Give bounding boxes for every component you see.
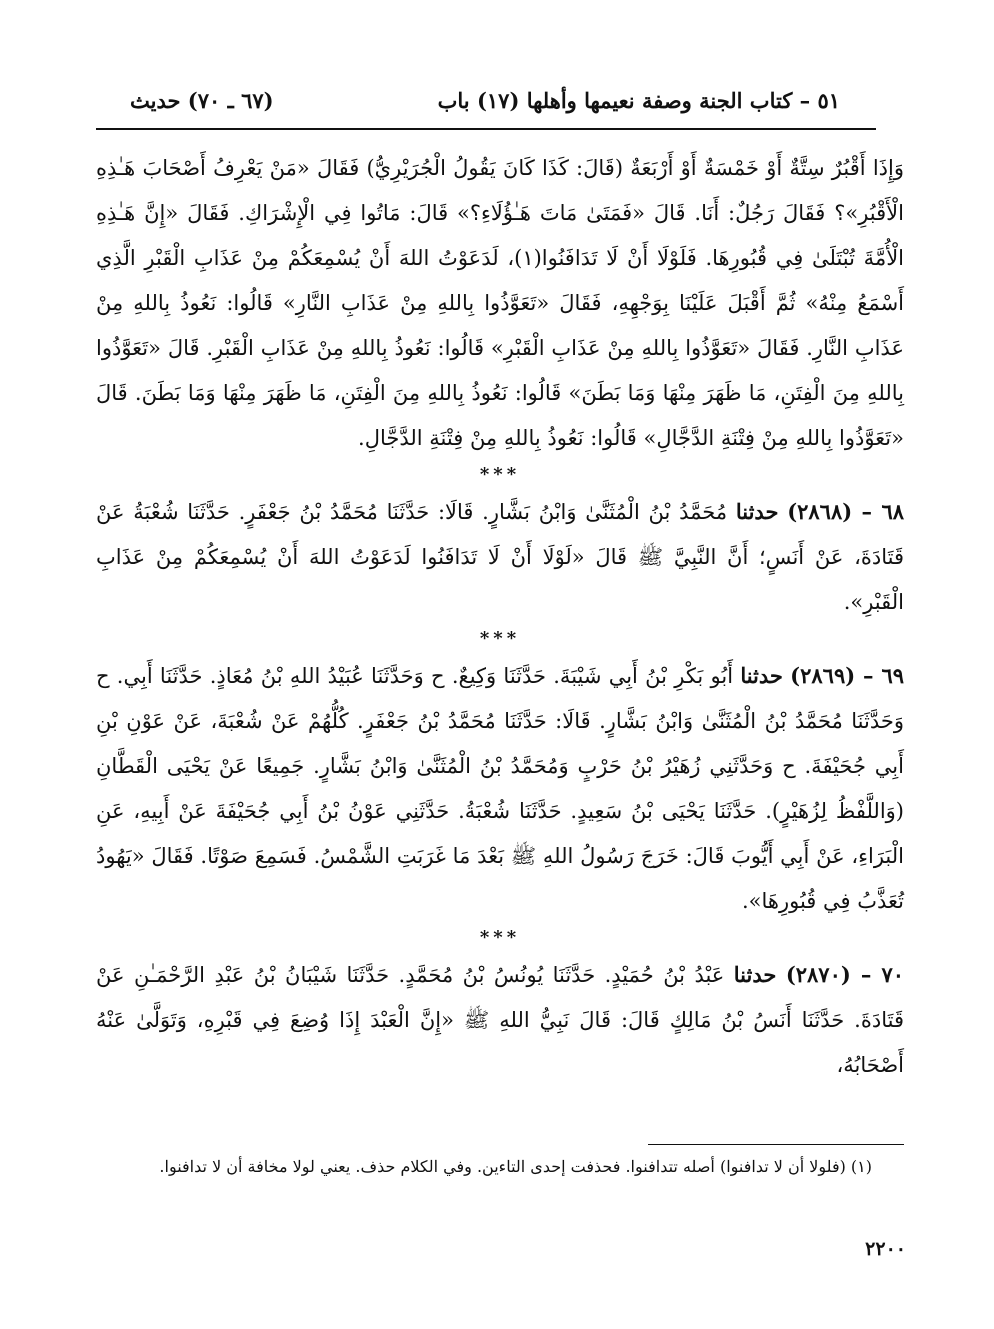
hadith-number: ٦٨ – (٢٨٦٨) bbox=[787, 499, 904, 524]
section-separator: *** bbox=[479, 927, 521, 948]
footnote-divider bbox=[648, 1144, 904, 1145]
hadith-68 bbox=[96, 489, 904, 625]
header-divider bbox=[96, 128, 876, 130]
hadith-text: أَبُو بَكْرِ بْنُ أَبِي شَيْبَةَ. حَدَّثَنَا وَكِيعٌ. ح وَحَدَّثَنَا عُبَيْدُ اللهِ بْنُ مُعَاذٍ. حَدَّثَنَا أَبِي. ح وَحَدَّثَنَا مُحَمَّدُ بْنُ الْمُثَنَّىٰ وَابْنُ بَشَّارٍ. قَالَا: حَدَّثَنَا مُحَمَّدُ بْنُ جَعْفَرٍ. كُلُّهُمْ عَنْ شُعْبَةَ، عَنْ عَوْنِ بْنِ أَبِي جُحَيْفَةَ. ح وَحَدَّثَنِي زُهَيْرُ بْنُ حَرْبٍ وَمُحَمَّدُ بْنُ الْمُثَنَّىٰ وَابْنُ بَشَّارٍ. جَمِيعًا عَنْ يَحْيَى الْقَطَّانِ (وَاللَّفْظُ لِزُهَيْرٍ). حَدَّثَنَا يَحْيَى بْنُ سَعِيدٍ. حَدَّثَنَا شُعْبَةُ. حَدَّثَنِي عَوْنُ بْنُ أَبِي جُحَيْفَةَ عَنْ أَبِيهِ، عَنِ الْبَرَاءِ، عَنْ أَبِي أَيُّوبَ قَالَ: خَرَجَ رَسُولُ اللهِ ﷺ بَعْدَ مَا غَرَبَتِ الشَّمْسُ. فَسَمِعَ صَوْتًا. فَقَالَ «يَهُودُ تُعَذَّبُ فِي قُبُورِهَا». bbox=[96, 664, 904, 913]
paragraph-continuation: وَإِذَا أَقْبُرٌ سِتَّةٌ أَوْ خَمْسَةٌ أَوْ أَرْبَعَةٌ (قَالَ: كَذَا كَانَ يَقُولُ الْجُرَيْرِيُّ) فَقَالَ «مَنْ يَعْرِفُ أَصْحَابَ هَـٰذِهِ الْأَقْبُرِ»؟ فَقَالَ رَجُلٌ: أَنَا. قَالَ «فَمَتَىٰ مَاتَ هَـٰؤُلَاءِ؟» قَالَ: مَاتُوا فِي الْإِشْرَاكِ. فَقَالَ «إِنَّ هَـٰذِهِ الْأُمَّةَ تُبْتَلَىٰ فِي قُبُورِهَا. فَلَوْلَا أَنْ لَا تَدَافَنُوا(١)، لَدَعَوْتُ اللهَ أَنْ يُسْمِعَكُمْ مِنْ عَذَابِ الْقَبْرِ الَّذِي أَسْمَعُ مِنْهُ» ثُمَّ أَقْبَلَ عَلَيْنَا بِوَجْهِهِ، فَقَالَ «تَعَوَّذُوا بِاللهِ مِنْ عَذَابِ النَّارِ» قَالُوا: نَعُوذُ بِاللهِ مِنْ عَذَابِ النَّارِ. فَقَالَ «تَعَوَّذُوا بِاللهِ مِنْ عَذَابِ الْقَبْرِ» قَالُوا: نَعُوذُ بِاللهِ مِنْ عَذَابِ الْقَبْرِ. قَالَ «تَعَوَّذُوا بِاللهِ مِنَ الْفِتَنِ، مَا ظَهَرَ مِنْهَا وَمَا بَطَنَ» قَالُوا: نَعُوذُ بِاللهِ مِنَ الْفِتَنِ، مَا ظَهَرَ مِنْهَا وَمَا بَطَنَ. قَالَ «تَعَوَّذُوا بِاللهِ مِنْ فِتْنَةِ الدَّجَّالِ» قَالُوا: نَعُوذُ بِاللهِ مِنْ فِتْنَةِ الدَّجَّالِ. bbox=[96, 156, 904, 450]
haddathana-word: حدثنا bbox=[735, 499, 779, 524]
header-chapter-title: ٥١ – كتاب الجنة وصفة نعيمها وأهلها (١٧) باب bbox=[437, 88, 840, 113]
section-separator: *** bbox=[479, 628, 521, 649]
hadith-69 bbox=[96, 653, 904, 924]
hadith-text: عَبْدُ بْنُ حُمَيْدٍ. حَدَّثَنَا يُونُسُ بْنُ مُحَمَّدٍ. حَدَّثَنَا شَيْبَانُ بْنُ عَبْدِ الرَّحْمَـٰنِ عَنْ قَتَادَةَ. حَدَّثَنَا أَنَسُ بْنُ مَالِكٍ قَالَ: قَالَ نَبِيُّ اللهِ ﷺ «إِنَّ الْعَبْدَ إِذَا وُضِعَ فِي قَبْرِهِ، وَتَوَلَّىٰ عَنْهُ أَصْحَابُهُ، bbox=[96, 963, 904, 1077]
hadith-70 bbox=[96, 952, 904, 1088]
running-header bbox=[130, 88, 840, 124]
header-hadith-range: (٦٧ ـ ٧٠) حديث bbox=[130, 88, 274, 113]
hadith-number: ٧٠ – (٢٨٧٠) bbox=[785, 962, 904, 987]
page-number: ٢٢٠٠ bbox=[865, 1238, 906, 1260]
hadith-number: ٦٩ – (٢٨٦٩) bbox=[790, 663, 905, 688]
haddathana-word: حدثنا bbox=[740, 663, 783, 688]
haddathana-word: حدثنا bbox=[733, 962, 777, 987]
section-separator: *** bbox=[479, 464, 521, 485]
footnote: (١) (فلولا أن لا تدافنوا) أصله تتدافنوا. فحذفت إحدى التاءين. وفي الكلام حذف. يعني لولا مخافة أن لا تدافنوا. bbox=[159, 1157, 872, 1176]
main-text bbox=[96, 146, 904, 1088]
hadith-text: مُحَمَّدُ بْنُ الْمُثَنَّىٰ وَابْنُ بَشَّارٍ. قَالَا: حَدَّثَنَا مُحَمَّدُ بْنُ جَعْفَرٍ. حَدَّثَنَا شُعْبَةُ عَنْ قَتَادَةَ، عَنْ أَنَسٍ؛ أَنَّ النَّبِيَّ ﷺ قَالَ «لَوْلَا أَنْ لَا تَدَافَنُوا لَدَعَوْتُ اللهَ أَنْ يُسْمِعَكُمْ مِنْ عَذَابِ الْقَبْرِ». bbox=[96, 500, 904, 614]
